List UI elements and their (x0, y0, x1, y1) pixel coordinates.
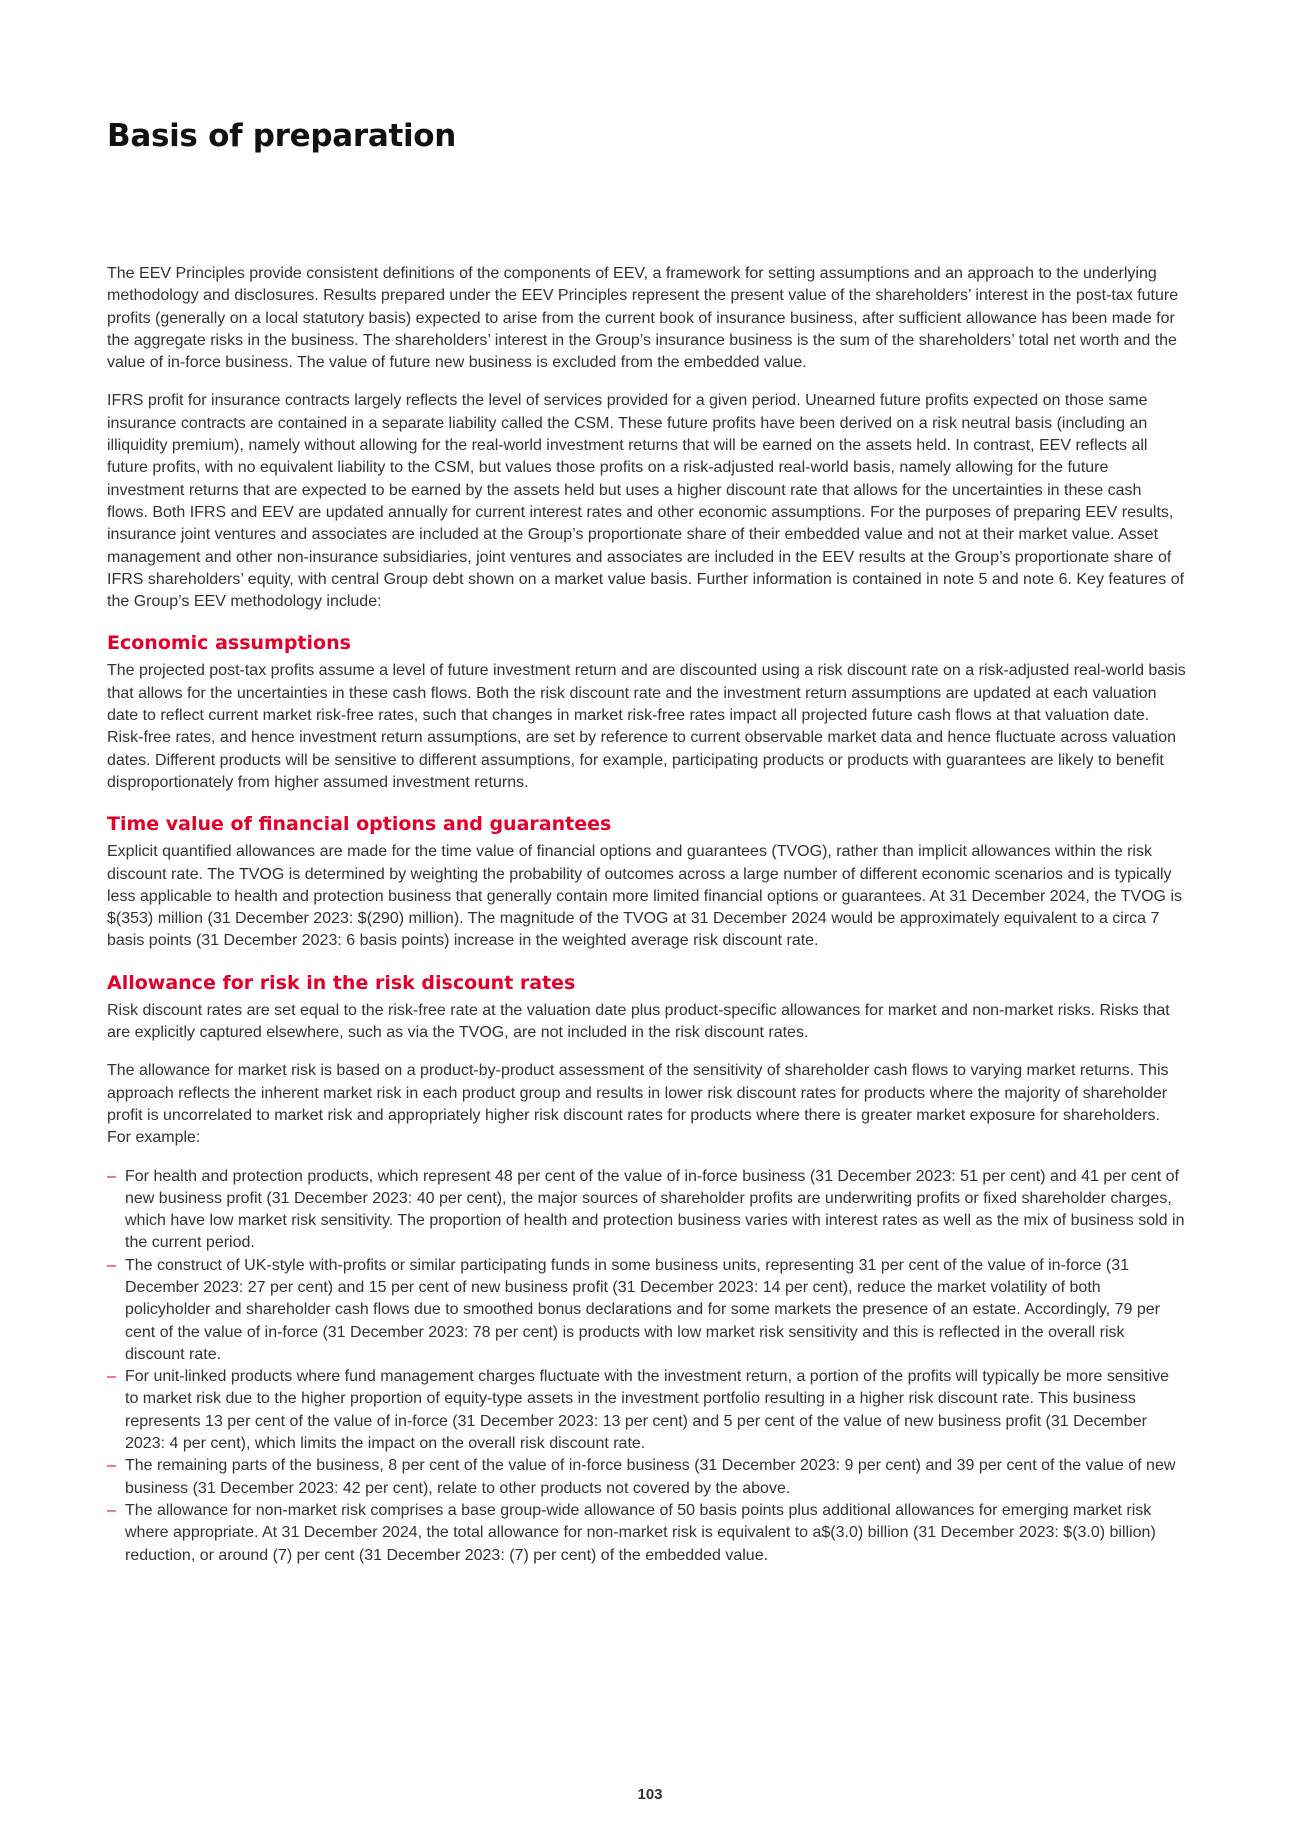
bullet-dash-icon: – (107, 1501, 116, 1519)
list-item-text: The remaining parts of the business, 8 per cent of the value of in-force business (31 December 2023: 9 per cent) and 39 per cent of the value of new business (31 December 2023: 42 per cent), relate to other products not covered by the above. (125, 1457, 1176, 1497)
content-body (107, 263, 1186, 1567)
list-item (107, 1366, 1186, 1455)
list-item-text: For unit-linked products where fund management charges fluctuate with the investment return, a portion of the profits will typically be more sensitive to market risk due to the higher proportion of equity-type assets in the investment portfolio resulting in a higher risk discount rate. This business represents 13 per cent of the value of in-force (31 December 2023: 13 per cent) and 5 per cent of the value of new business profit (31 December 2023: 4 per cent), which limits the impact on the overall risk discount rate. (125, 1368, 1170, 1453)
bullet-list (107, 1166, 1186, 1567)
list-item-text: The allowance for non-market risk comprises a base group-wide allowance of 50 basis points plus additional allowances for emerging market risk where appropriate. At 31 December 2024, the total allowance for non-market risk is equivalent to a$(3.0) billion (31 December 2023: $(3.0) billion) reduction, or around (7) per cent (31 December 2023: (7) per cent) of the embedded value. (125, 1501, 1156, 1564)
page-number: 103 (637, 1786, 663, 1803)
page-title: Basis of preparation (107, 118, 457, 154)
list-item (107, 1255, 1186, 1366)
section-heading-economic-assumptions: Economic assumptions (107, 632, 351, 655)
bullet-dash-icon: – (107, 1368, 116, 1386)
section-paragraph: Risk discount rates are set equal to the risk-free rate at the valuation date plus product-specific allowances for market and non-market risks. Risks that are explicitly captured elsewhere, such as via the TVOG, are not included in the risk discount rates. (107, 1001, 1170, 1042)
section-paragraph: The allowance for market risk is based on a product-by-product assessment of the sensitivity of shareholder cash flows to varying market returns. This approach reflects the inherent market risk in each product group and results in lower risk discount rates for products where the majority of shareholder profit is uncorrelated to market risk and appropriately higher risk discount rates for products where there is greater market exposure for shareholders. For example: (107, 1062, 1169, 1147)
list-item (107, 1455, 1186, 1500)
intro-paragraph: The EEV Principles provide consistent definitions of the components of EEV, a framework for setting assumptions and an approach to the underlying methodology and disclosures. Results prepared under the EEV Principles represent the present value of the shareholders’ interest in the post-tax future profits (generally on a local statutory basis) expected to arise from the current book of insurance business, after sufficient allowance has been made for the aggregate risks in the business. The shareholders’ interest in the Group’s insurance business is the sum of the shareholders’ total net worth and the value of in-force business. The value of future new business is excluded from the embedded value. (107, 265, 1179, 372)
section-heading-risk-allowance: Allowance for risk in the risk discount rates (107, 971, 576, 994)
intro-paragraph: IFRS profit for insurance contracts largely reflects the level of services provided for a given period. Unearned future profits expected on those same insurance contracts are contained in a separate liability called the CSM. These future profits have been derived on a risk neutral basis (including an illiquidity premium), namely without allowing for the real-world investment returns that will be earned on the assets held. In contrast, EEV reflects all future profits, with no equivalent liability to the CSM, but values those profits on a risk-adjusted real-world basis, namely allowing for the future investment returns that are expected to be earned by the assets held but uses a higher discount rate that allows for the uncertainties in these cash flows. Both IFRS and EEV are updated annually for current interest rates and other economic assumptions. For the purposes of preparing EEV results, insurance joint ventures and associates are included at the Group’s proportionate share of their embedded value and not at their market value. Asset management and other non-insurance subsidiaries, joint ventures and associates are included in the EEV results at the Group’s proportionate share of IFRS shareholders’ equity, with central Group debt shown on a market value basis. Further information is contained in note 5 and note 6. Key features of the Group’s EEV methodology include: (107, 392, 1185, 611)
bullet-dash-icon: – (107, 1457, 116, 1475)
section-heading-tvog: Time value of financial options and guarantees (107, 813, 612, 836)
section-paragraph: The projected post-tax profits assume a level of future investment return and are discounted using a risk discount rate on a risk-adjusted real-world basis that allows for the uncertainties in these cash flows. Both the risk discount rate and the investment return assumptions are updated at each valuation date to reflect current market risk-free rates, such that changes in market risk-free rates impact all projected future cash flows at that valuation date. Risk-free rates, and hence investment return assumptions, are set by reference to current observable market data and hence fluctuate across valuation dates. Different products will be sensitive to different assumptions, for example, participating products or products with guarantees are likely to benefit disproportionately from higher assumed investment returns. (107, 662, 1186, 791)
section-paragraph: Explicit quantified allowances are made for the time value of financial options and guarantees (TVOG), rather than implicit allowances within the risk discount rate. The TVOG is determined by weighting the probability of outcomes across a large number of different economic scenarios and is typically less applicable to health and protection business that generally contain more limited financial options or guarantees. At 31 December 2024, the TVOG is $(353) million (31 December 2023: $(290) million). The magnitude of the TVOG at 31 December 2024 would be approximately equivalent to a circa 7 basis points (31 December 2023: 6 basis points) increase in the weighted average risk discount rate. (107, 843, 1182, 950)
list-item (107, 1500, 1186, 1567)
list-item (107, 1166, 1186, 1255)
list-item-text: The construct of UK-style with-profits or similar participating funds in some business units, representing 31 per cent of the value of in-force (31 December 2023: 27 per cent) and 15 per cent of new business profit (31 December 2023: 14 per cent), reduce the market volatility of both policyholder and shareholder cash flows due to smoothed bonus declarations and for some markets the presence of an estate. Accordingly, 79 per cent of the value of in-force (31 December 2023: 78 per cent) is products with low market risk sensitivity and this is reflected in the overall risk discount rate. (125, 1256, 1160, 1363)
bullet-dash-icon: – (107, 1167, 116, 1185)
list-item-text: For health and protection products, which represent 48 per cent of the value of in-force business (31 December 2023: 51 per cent) and 41 per cent of new business profit (31 December 2023: 40 per cent), the major sources of shareholder profits are underwriting profits or fixed shareholder charges, which have low market risk sensitivity. The proportion of health and protection business varies with interest rates as well as the mix of business sold in the current period. (125, 1167, 1185, 1252)
bullet-dash-icon: – (107, 1256, 116, 1274)
